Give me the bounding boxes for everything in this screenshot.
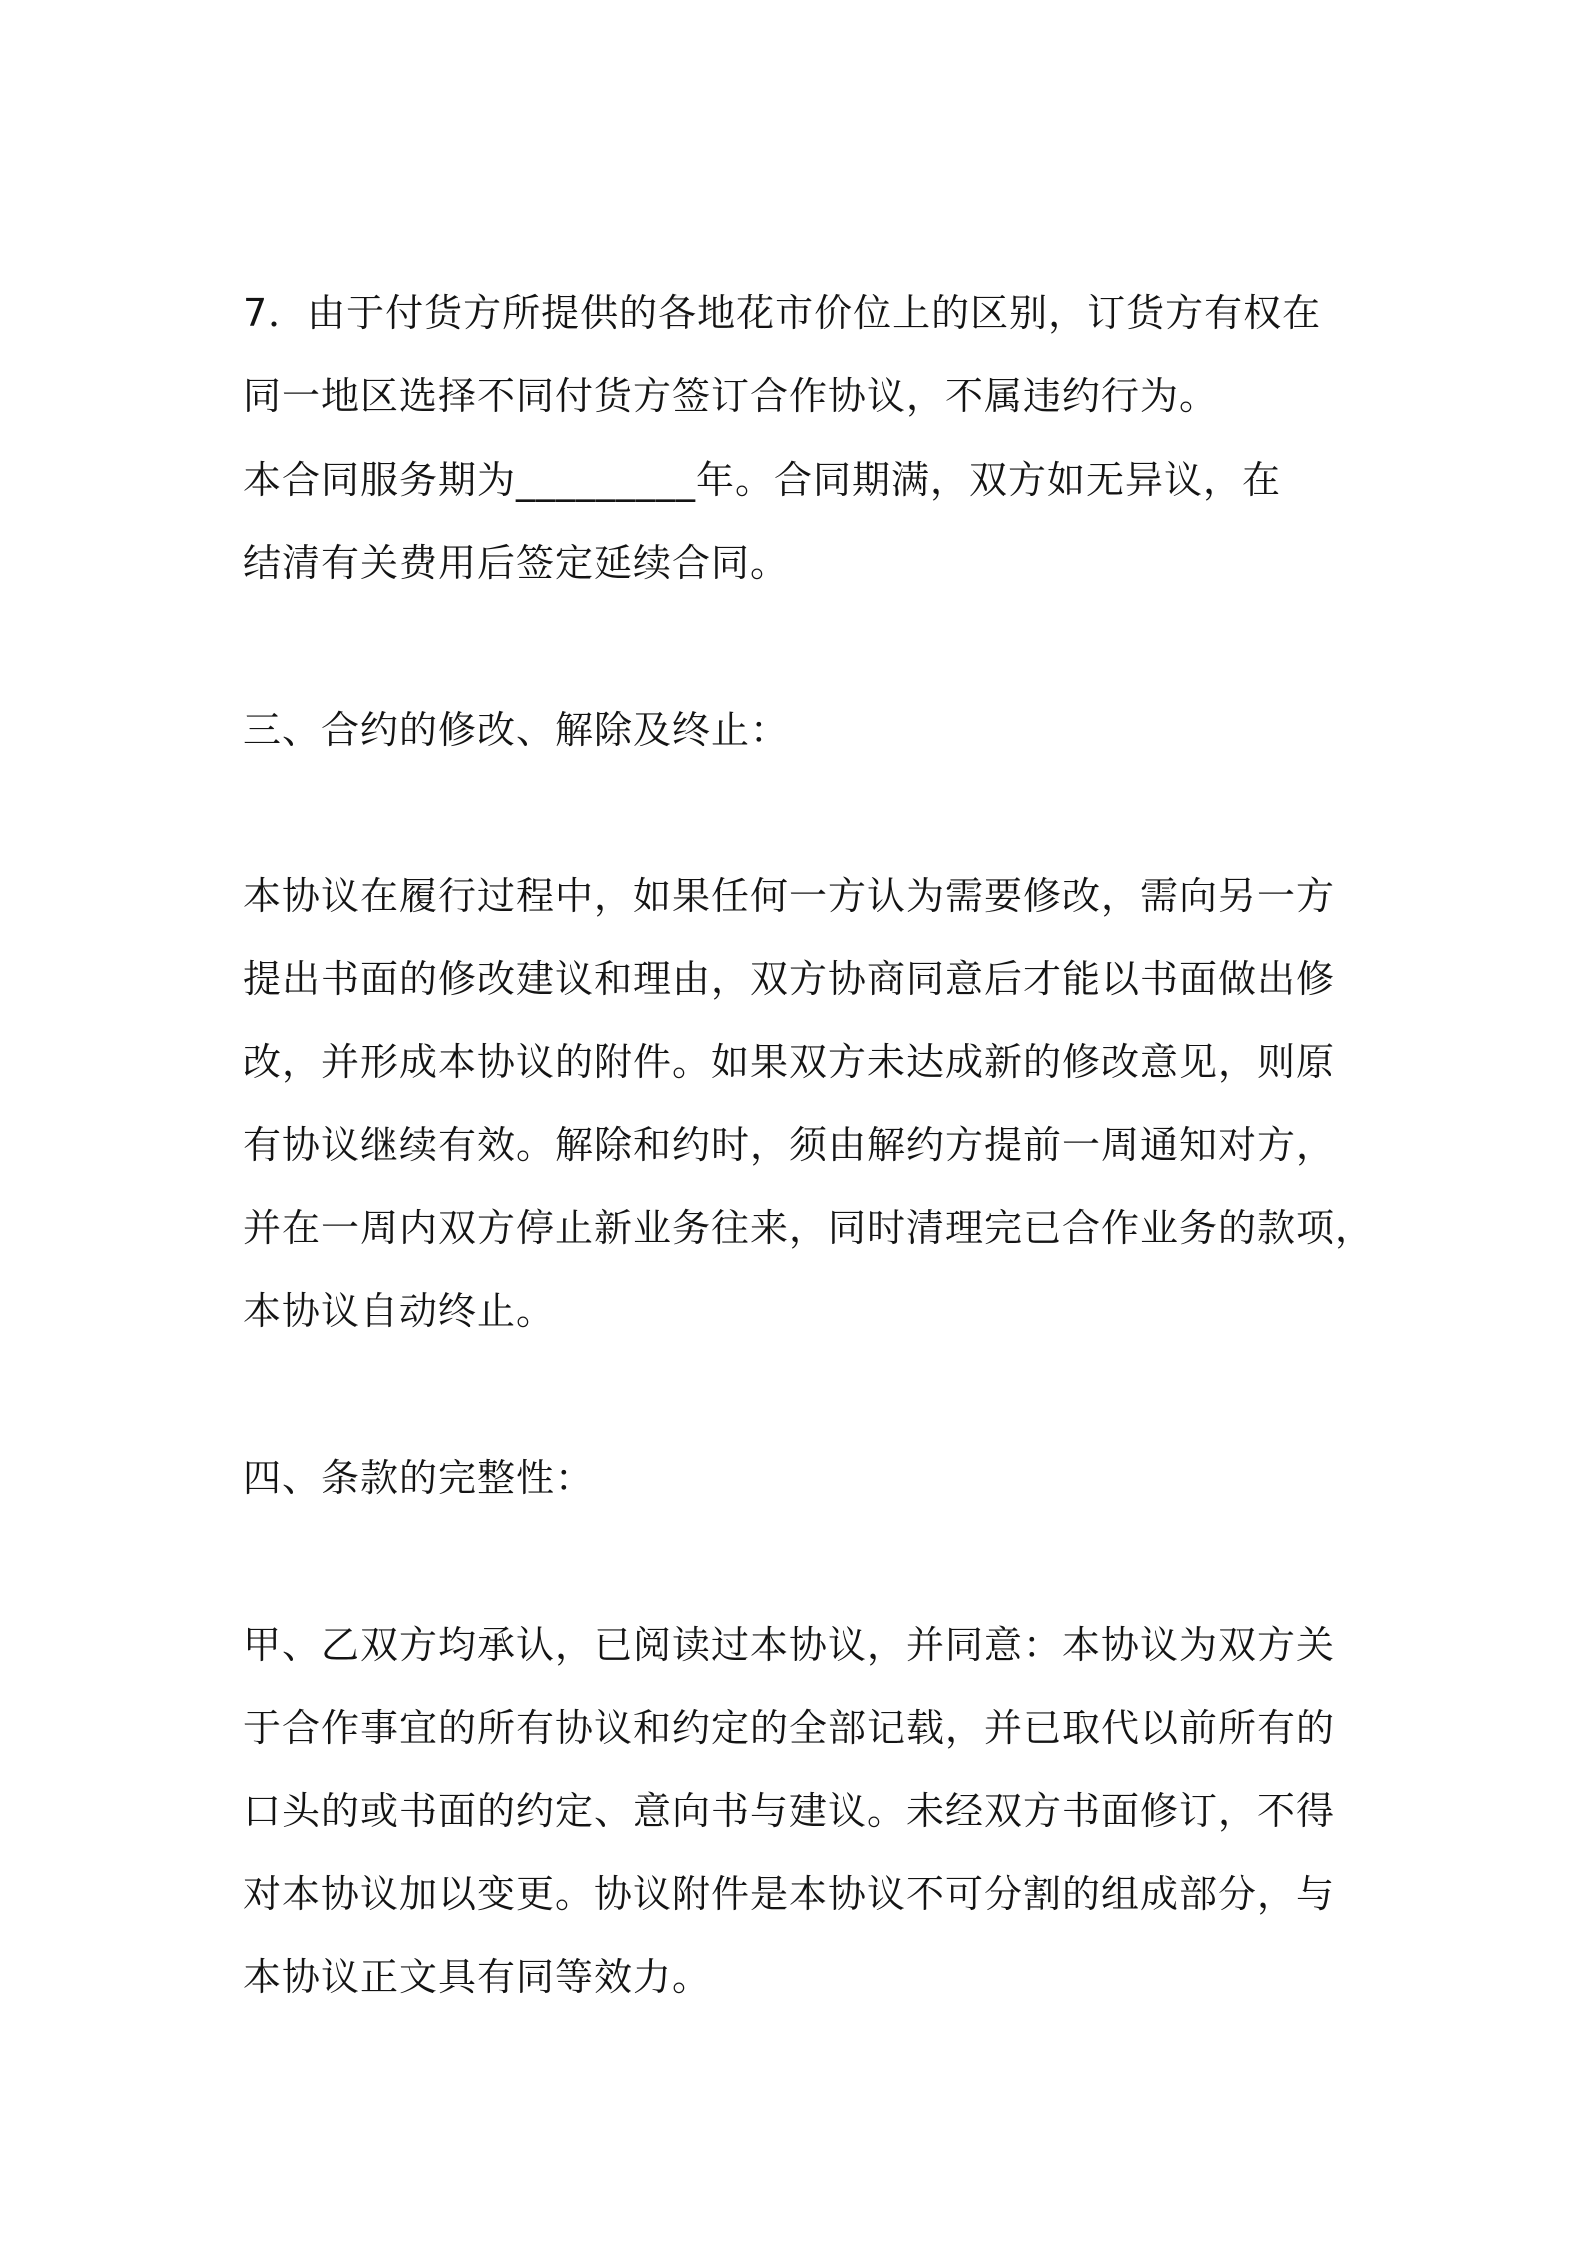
section3-line-3: 改，并形成本协议的附件。如果双方未达成新的修改意见，则原: [243, 1040, 1336, 1084]
clause7-line-2: 同一地区选择不同付货方签订合作协议，不属违约行为。: [243, 374, 1219, 418]
section4-line-5: 本协议正文具有同等效力。: [243, 1955, 712, 1999]
section3-line-6: 本协议自动终止。: [243, 1289, 556, 1333]
section3-line-5: 并在一周内双方停止新业务往来，同时清理完已合作业务的款项，: [243, 1206, 1375, 1250]
clause7-line-1: 7．由于付货方所提供的各地花市价位上的区别，订货方有权在: [243, 291, 1322, 335]
section3-line-2: 提出书面的修改建议和理由，双方协商同意后才能以书面做出修: [243, 957, 1336, 1001]
section3-line-1: 本协议在履行过程中，如果任何一方认为需要修改，需向另一方: [243, 874, 1336, 918]
service-period-line-2: 结清有关费用后签定延续合同。: [243, 541, 790, 585]
section3-heading: 三、合约的修改、解除及终止：: [243, 708, 790, 752]
section3-line-4: 有协议继续有效。解除和约时，须由解约方提前一周通知对方，: [243, 1123, 1336, 1167]
section4-line-2: 于合作事宜的所有协议和约定的全部记载，并已取代以前所有的: [243, 1706, 1336, 1750]
section4-line-1: 甲、乙双方均承认，已阅读过本协议，并同意：本协议为双方关: [243, 1623, 1336, 1667]
section4-line-3: 口头的或书面的约定、意向书与建议。未经双方书面修订，不得: [243, 1789, 1336, 1833]
section4-heading: 四、条款的完整性：: [243, 1456, 595, 1500]
service-period-line-1: 本合同服务期为_________年。合同期满，双方如无异议，在: [243, 458, 1282, 502]
section4-line-4: 对本协议加以变更。协议附件是本协议不可分割的组成部分，与: [243, 1872, 1336, 1916]
